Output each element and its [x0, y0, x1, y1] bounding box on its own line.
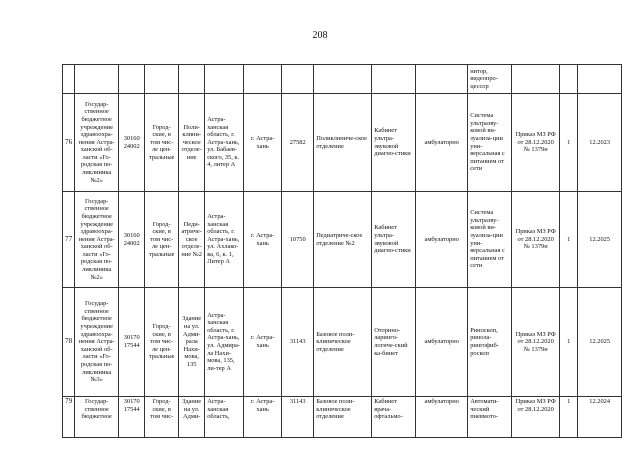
type-cell: Город-ские, в том чис-ле цен-тральные: [145, 94, 179, 192]
oid-cell: 27582: [282, 94, 314, 192]
row-number: 76: [63, 94, 75, 192]
care-cell: амбулаторно: [416, 192, 468, 288]
care-cell: амбулаторно: [416, 397, 468, 438]
equipment-cell: нитор, видеопро-цессор: [468, 65, 512, 94]
equipment-cell: Система ультразву-ковой ви-зуализа-ции уни-версальная с питанием от сети: [468, 94, 512, 192]
type-cell: Город-ские, в том чис-ле цен-тральные: [145, 288, 179, 397]
equipment-cell: Автомати-ческий пневмото-: [468, 397, 512, 438]
room-cell: Кабинет ультра-звуковой диагно-стики: [372, 94, 416, 192]
quantity-cell: 1: [560, 288, 578, 397]
department-cell: Базовое поли-клиническое отделение: [314, 288, 372, 397]
address-cell: Астра-ханская область, г. Астра-хань, ул. Бабаев-ского, 35, к. 4, литер А: [205, 94, 244, 192]
code-cell: 30170 17544: [119, 397, 145, 438]
table-row: [63, 65, 622, 94]
subdivision-cell: Здание на ул. Адми-: [179, 397, 205, 438]
table-row: [63, 192, 622, 288]
quantity-cell: 1: [560, 192, 578, 288]
row-number: 77: [63, 192, 75, 288]
date-cell: 12.2024: [578, 397, 622, 438]
date-cell: 12.2025: [578, 288, 622, 397]
address-cell: Астра-ханская область, г. Астра-хань, ул. Адмира-ла Нахи-мова, 135, ли-тер А: [205, 288, 244, 397]
city-cell: г. Астра-хань: [244, 397, 282, 438]
type-cell: Город-ские, в том чис-: [145, 397, 179, 438]
order-cell: Приказ МЗ РФ от 28.12.2020 № 1379н: [512, 288, 560, 397]
order-cell: Приказ МЗ РФ от 28.12.2020: [512, 397, 560, 438]
subdivision-cell: Педи-атриче-ское отделе-ние №2: [179, 192, 205, 288]
department-cell: Базовое поли-клиническое отделение: [314, 397, 372, 438]
equipment-cell: Риноскоп, ринола-рингофиб-роскоп: [468, 288, 512, 397]
row-number: 79: [63, 397, 75, 438]
oid-cell: 31143: [282, 397, 314, 438]
address-cell: Астра-ханская область, г. Астра-хань, ул. Ахлако-ва, 6, к. 1, Литер А: [205, 192, 244, 288]
care-cell: амбулаторно: [416, 94, 468, 192]
page-number: 208: [312, 30, 328, 41]
table-row: [63, 288, 622, 397]
date-cell: 12.2023: [578, 94, 622, 192]
quantity-cell: 1: [560, 397, 578, 438]
address-cell: Астра-ханская область,: [205, 397, 244, 438]
order-cell: Приказ МЗ РФ от 28.12.2020 № 1379н: [512, 94, 560, 192]
room-cell: Кабинет врача-офтальмо-: [372, 397, 416, 438]
department-cell: Педиатриче-ское отделение №2: [314, 192, 372, 288]
code-cell: 30170 17544: [119, 288, 145, 397]
code-cell: 30160 24002: [119, 94, 145, 192]
organization-cell: Государ-ственное бюджетное учреждение здравоохра-нения Астра-ханской об-ласти «Го-родская по-ликлиника №2»: [75, 94, 119, 192]
city-cell: г. Астра-хань: [244, 192, 282, 288]
equipment-table: [62, 64, 622, 438]
room-cell: Кабинет ультра-звуковой диагно-стики: [372, 192, 416, 288]
city-cell: г. Астра-хань: [244, 288, 282, 397]
organization-cell: Государ-ственное бюджетное учреждение здравоохра-нения Астра-ханской об-ласти «Го-родская по-ликлиника №2»: [75, 192, 119, 288]
row-number: 78: [63, 288, 75, 397]
table-row: [63, 94, 622, 192]
oid-cell: 31143: [282, 288, 314, 397]
type-cell: Город-ские, в том чис-ле цен-тральные: [145, 192, 179, 288]
organization-cell: Государ-ственное бюджетное учреждение здравоохра-нения Астра-ханской об-ласти «Го-родская по-ликлиника №3»: [75, 288, 119, 397]
quantity-cell: 1: [560, 94, 578, 192]
organization-cell: Государ-ственное бюджетное: [75, 397, 119, 438]
subdivision-cell: Здание на ул. Адми-рала Нахи-мова, 135: [179, 288, 205, 397]
oid-cell: 10750: [282, 192, 314, 288]
order-cell: Приказ МЗ РФ от 28.12.2020 № 1379н: [512, 192, 560, 288]
subdivision-cell: Поли-клини-ческое отделе-ние: [179, 94, 205, 192]
room-cell: Оторино-ларинго-логиче-ский ка-бинет: [372, 288, 416, 397]
table-row: [63, 397, 622, 438]
department-cell: Поликлиниче-ское отделение: [314, 94, 372, 192]
care-cell: амбулаторно: [416, 288, 468, 397]
date-cell: 12.2025: [578, 192, 622, 288]
code-cell: 30160 24002: [119, 192, 145, 288]
city-cell: г. Астра-хань: [244, 94, 282, 192]
equipment-cell: Система ультразву-ковой ви-зуализа-ции уни-версальная с питанием от сети: [468, 192, 512, 288]
